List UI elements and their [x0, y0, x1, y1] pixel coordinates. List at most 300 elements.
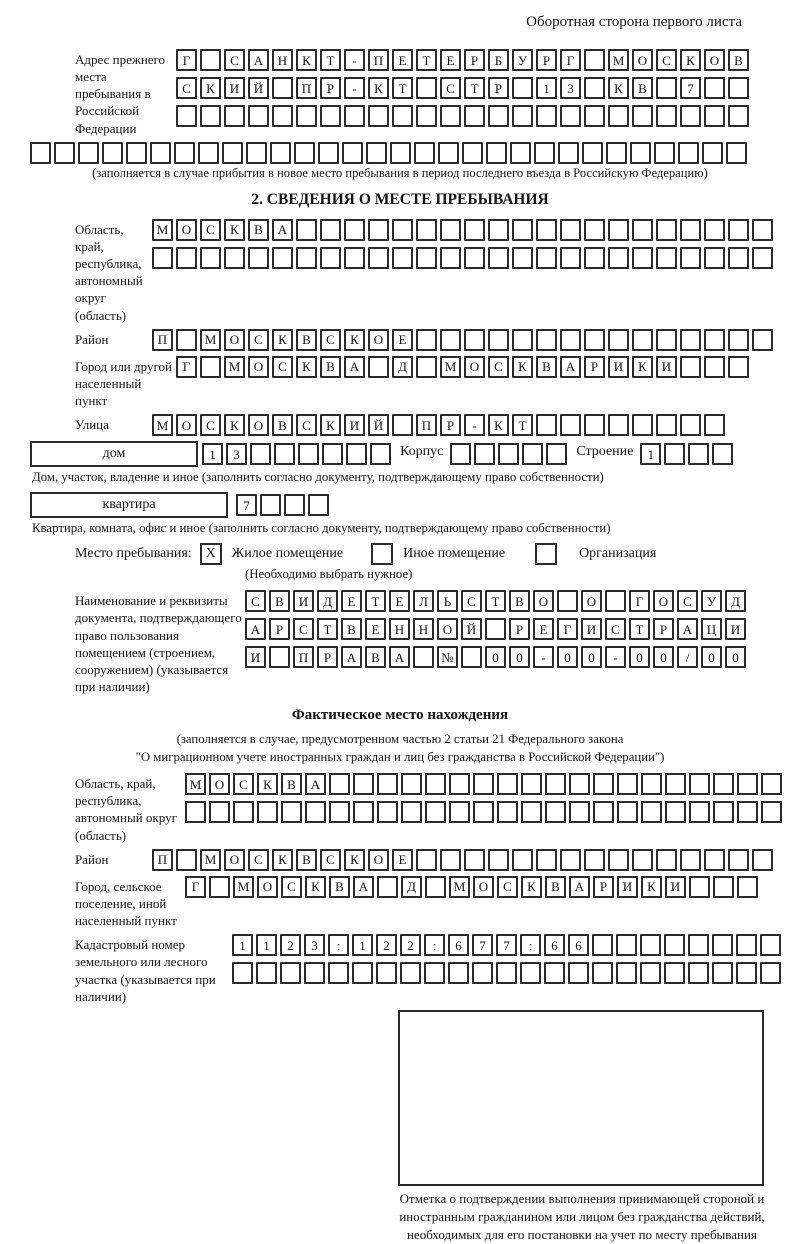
char-cell[interactable] — [449, 801, 470, 823]
char-cell[interactable] — [560, 105, 581, 127]
char-cell[interactable]: И — [293, 590, 314, 612]
char-cell[interactable] — [232, 962, 253, 984]
char-cell[interactable]: И — [617, 876, 638, 898]
char-cell[interactable] — [713, 773, 734, 795]
char-cell[interactable] — [209, 801, 230, 823]
char-cell[interactable] — [424, 962, 445, 984]
char-cell[interactable]: 7 — [236, 494, 257, 516]
char-cell[interactable] — [752, 849, 773, 871]
char-cell[interactable]: Е — [389, 590, 410, 612]
char-cell[interactable] — [473, 773, 494, 795]
char-cell[interactable] — [320, 247, 341, 269]
char-cell[interactable]: Г — [185, 876, 206, 898]
char-cell[interactable] — [680, 849, 701, 871]
char-cell[interactable]: С — [272, 356, 293, 378]
char-cell[interactable] — [416, 105, 437, 127]
char-cell[interactable]: Р — [464, 49, 485, 71]
char-cell[interactable] — [497, 773, 518, 795]
char-cell[interactable] — [250, 443, 271, 465]
char-cell[interactable]: С — [320, 849, 341, 871]
char-cell[interactable]: Г — [176, 356, 197, 378]
char-cell[interactable] — [678, 142, 699, 164]
char-cell[interactable] — [536, 247, 557, 269]
char-cell[interactable]: О — [533, 590, 554, 612]
char-cell[interactable] — [126, 142, 147, 164]
char-cell[interactable] — [401, 801, 422, 823]
char-cell[interactable]: Р — [593, 876, 614, 898]
char-cell[interactable]: А — [245, 618, 266, 640]
char-cell[interactable]: 2 — [280, 934, 301, 956]
char-cell[interactable] — [370, 443, 391, 465]
char-cell[interactable]: 2 — [400, 934, 421, 956]
char-cell[interactable]: 0 — [581, 646, 602, 668]
char-cell[interactable]: 0 — [653, 646, 674, 668]
char-cell[interactable] — [185, 801, 206, 823]
char-cell[interactable] — [608, 105, 629, 127]
kvartira-box[interactable]: квартира — [30, 492, 228, 518]
char-cell[interactable] — [536, 414, 557, 436]
char-cell[interactable] — [584, 414, 605, 436]
char-cell[interactable]: : — [424, 934, 445, 956]
char-cell[interactable] — [392, 247, 413, 269]
char-cell[interactable] — [536, 105, 557, 127]
char-cell[interactable] — [584, 105, 605, 127]
char-cell[interactable]: Г — [560, 49, 581, 71]
char-cell[interactable] — [450, 443, 471, 465]
char-cell[interactable] — [176, 849, 197, 871]
char-cell[interactable] — [545, 773, 566, 795]
char-cell[interactable] — [632, 414, 653, 436]
char-cell[interactable] — [256, 962, 277, 984]
char-cell[interactable] — [632, 329, 653, 351]
char-cell[interactable] — [616, 934, 637, 956]
char-cell[interactable]: Н — [272, 49, 293, 71]
checkbox-inoe[interactable] — [371, 543, 393, 565]
char-cell[interactable]: А — [569, 876, 590, 898]
char-cell[interactable] — [209, 876, 230, 898]
char-cell[interactable]: Т — [485, 590, 506, 612]
char-cell[interactable]: П — [368, 49, 389, 71]
char-cell[interactable] — [222, 142, 243, 164]
char-cell[interactable]: 1 — [256, 934, 277, 956]
char-cell[interactable] — [521, 773, 542, 795]
char-cell[interactable] — [461, 646, 482, 668]
char-cell[interactable]: В — [545, 876, 566, 898]
char-cell[interactable]: С — [200, 219, 221, 241]
char-cell[interactable]: О — [176, 414, 197, 436]
char-cell[interactable] — [352, 962, 373, 984]
char-cell[interactable]: К — [632, 356, 653, 378]
char-cell[interactable] — [464, 329, 485, 351]
char-cell[interactable] — [224, 247, 245, 269]
char-cell[interactable]: П — [152, 849, 173, 871]
char-cell[interactable] — [246, 142, 267, 164]
char-cell[interactable]: С — [497, 876, 518, 898]
char-cell[interactable] — [296, 247, 317, 269]
char-cell[interactable] — [344, 105, 365, 127]
char-cell[interactable]: 0 — [629, 646, 650, 668]
char-cell[interactable] — [688, 934, 709, 956]
char-cell[interactable] — [680, 105, 701, 127]
char-cell[interactable]: О — [224, 329, 245, 351]
char-cell[interactable]: А — [389, 646, 410, 668]
char-cell[interactable] — [617, 773, 638, 795]
char-cell[interactable]: К — [608, 77, 629, 99]
char-cell[interactable]: А — [341, 646, 362, 668]
char-cell[interactable] — [486, 142, 507, 164]
char-cell[interactable]: 6 — [448, 934, 469, 956]
char-cell[interactable]: Т — [512, 414, 533, 436]
char-cell[interactable]: С — [224, 49, 245, 71]
char-cell[interactable] — [592, 962, 613, 984]
char-cell[interactable] — [728, 247, 749, 269]
char-cell[interactable] — [656, 414, 677, 436]
char-cell[interactable]: К — [224, 414, 245, 436]
char-cell[interactable] — [680, 356, 701, 378]
char-cell[interactable] — [176, 247, 197, 269]
char-cell[interactable] — [560, 414, 581, 436]
char-cell[interactable]: К — [257, 773, 278, 795]
char-cell[interactable] — [368, 219, 389, 241]
char-cell[interactable]: И — [344, 414, 365, 436]
char-cell[interactable]: 7 — [680, 77, 701, 99]
char-cell[interactable]: В — [281, 773, 302, 795]
char-cell[interactable]: В — [341, 618, 362, 640]
char-cell[interactable] — [630, 142, 651, 164]
char-cell[interactable] — [200, 247, 221, 269]
char-cell[interactable] — [728, 849, 749, 871]
char-cell[interactable]: К — [224, 219, 245, 241]
char-cell[interactable] — [558, 142, 579, 164]
char-cell[interactable]: С — [176, 77, 197, 99]
char-cell[interactable] — [760, 934, 781, 956]
char-cell[interactable]: А — [560, 356, 581, 378]
char-cell[interactable] — [557, 590, 578, 612]
char-cell[interactable] — [150, 142, 171, 164]
char-cell[interactable] — [368, 105, 389, 127]
char-cell[interactable]: 0 — [725, 646, 746, 668]
char-cell[interactable]: К — [512, 356, 533, 378]
char-cell[interactable] — [472, 962, 493, 984]
char-cell[interactable] — [737, 801, 758, 823]
char-cell[interactable]: К — [641, 876, 662, 898]
char-cell[interactable]: О — [224, 849, 245, 871]
char-cell[interactable] — [280, 962, 301, 984]
char-cell[interactable] — [752, 329, 773, 351]
char-cell[interactable] — [328, 962, 349, 984]
char-cell[interactable]: О — [581, 590, 602, 612]
char-cell[interactable]: 1 — [536, 77, 557, 99]
char-cell[interactable] — [726, 142, 747, 164]
char-cell[interactable] — [390, 142, 411, 164]
char-cell[interactable] — [713, 801, 734, 823]
char-cell[interactable]: Р — [536, 49, 557, 71]
char-cell[interactable]: К — [272, 329, 293, 351]
char-cell[interactable] — [488, 849, 509, 871]
char-cell[interactable] — [344, 219, 365, 241]
char-cell[interactable] — [704, 849, 725, 871]
char-cell[interactable] — [512, 219, 533, 241]
char-cell[interactable] — [608, 247, 629, 269]
char-cell[interactable]: О — [209, 773, 230, 795]
char-cell[interactable]: В — [329, 876, 350, 898]
char-cell[interactable] — [640, 934, 661, 956]
char-cell[interactable]: М — [224, 356, 245, 378]
char-cell[interactable] — [401, 773, 422, 795]
char-cell[interactable]: О — [704, 49, 725, 71]
char-cell[interactable]: Т — [320, 49, 341, 71]
char-cell[interactable] — [608, 849, 629, 871]
char-cell[interactable]: Й — [248, 77, 269, 99]
char-cell[interactable] — [656, 219, 677, 241]
char-cell[interactable] — [54, 142, 75, 164]
char-cell[interactable] — [257, 801, 278, 823]
char-cell[interactable]: Р — [269, 618, 290, 640]
char-cell[interactable] — [440, 105, 461, 127]
char-cell[interactable]: Ц — [701, 618, 722, 640]
char-cell[interactable] — [464, 247, 485, 269]
char-cell[interactable] — [656, 329, 677, 351]
char-cell[interactable] — [736, 934, 757, 956]
char-cell[interactable] — [368, 247, 389, 269]
char-cell[interactable] — [689, 801, 710, 823]
char-cell[interactable]: С — [248, 849, 269, 871]
char-cell[interactable] — [392, 414, 413, 436]
char-cell[interactable]: / — [677, 646, 698, 668]
char-cell[interactable] — [569, 773, 590, 795]
char-cell[interactable] — [346, 443, 367, 465]
char-cell[interactable] — [512, 77, 533, 99]
char-cell[interactable] — [416, 219, 437, 241]
char-cell[interactable]: С — [281, 876, 302, 898]
char-cell[interactable]: И — [608, 356, 629, 378]
char-cell[interactable]: И — [581, 618, 602, 640]
char-cell[interactable] — [322, 443, 343, 465]
char-cell[interactable] — [680, 414, 701, 436]
char-cell[interactable]: К — [368, 77, 389, 99]
char-cell[interactable]: А — [344, 356, 365, 378]
stamp-box[interactable] — [398, 1010, 764, 1186]
char-cell[interactable] — [198, 142, 219, 164]
char-cell[interactable] — [102, 142, 123, 164]
char-cell[interactable]: Е — [440, 49, 461, 71]
char-cell[interactable]: - — [464, 414, 485, 436]
char-cell[interactable] — [761, 773, 782, 795]
char-cell[interactable] — [702, 142, 723, 164]
char-cell[interactable] — [272, 77, 293, 99]
char-cell[interactable]: 7 — [472, 934, 493, 956]
char-cell[interactable] — [320, 219, 341, 241]
char-cell[interactable] — [342, 142, 363, 164]
char-cell[interactable]: С — [488, 356, 509, 378]
char-cell[interactable] — [680, 329, 701, 351]
char-cell[interactable] — [712, 962, 733, 984]
char-cell[interactable] — [416, 356, 437, 378]
char-cell[interactable] — [584, 49, 605, 71]
char-cell[interactable]: К — [344, 849, 365, 871]
char-cell[interactable] — [664, 934, 685, 956]
char-cell[interactable] — [641, 801, 662, 823]
char-cell[interactable]: О — [632, 49, 653, 71]
char-cell[interactable]: О — [437, 618, 458, 640]
char-cell[interactable] — [498, 443, 519, 465]
char-cell[interactable]: Т — [416, 49, 437, 71]
char-cell[interactable] — [512, 247, 533, 269]
char-cell[interactable] — [752, 247, 773, 269]
char-cell[interactable] — [438, 142, 459, 164]
char-cell[interactable] — [200, 356, 221, 378]
char-cell[interactable]: У — [701, 590, 722, 612]
char-cell[interactable] — [512, 105, 533, 127]
char-cell[interactable]: П — [296, 77, 317, 99]
char-cell[interactable] — [176, 329, 197, 351]
char-cell[interactable] — [473, 801, 494, 823]
char-cell[interactable] — [281, 801, 302, 823]
char-cell[interactable] — [296, 219, 317, 241]
char-cell[interactable] — [545, 801, 566, 823]
char-cell[interactable]: Е — [533, 618, 554, 640]
char-cell[interactable]: № — [437, 646, 458, 668]
char-cell[interactable]: Д — [317, 590, 338, 612]
char-cell[interactable] — [413, 646, 434, 668]
char-cell[interactable] — [680, 247, 701, 269]
char-cell[interactable] — [664, 962, 685, 984]
char-cell[interactable]: : — [520, 934, 541, 956]
char-cell[interactable]: М — [449, 876, 470, 898]
char-cell[interactable]: В — [296, 329, 317, 351]
char-cell[interactable] — [606, 142, 627, 164]
char-cell[interactable] — [320, 105, 341, 127]
char-cell[interactable]: М — [200, 329, 221, 351]
char-cell[interactable]: 6 — [568, 934, 589, 956]
char-cell[interactable]: Р — [653, 618, 674, 640]
char-cell[interactable] — [736, 962, 757, 984]
char-cell[interactable] — [270, 142, 291, 164]
char-cell[interactable]: К — [200, 77, 221, 99]
char-cell[interactable] — [584, 77, 605, 99]
char-cell[interactable]: Ь — [437, 590, 458, 612]
char-cell[interactable]: 0 — [701, 646, 722, 668]
char-cell[interactable] — [640, 962, 661, 984]
char-cell[interactable] — [608, 414, 629, 436]
char-cell[interactable]: А — [353, 876, 374, 898]
char-cell[interactable] — [440, 247, 461, 269]
char-cell[interactable] — [689, 773, 710, 795]
char-cell[interactable]: В — [272, 414, 293, 436]
char-cell[interactable] — [377, 773, 398, 795]
char-cell[interactable] — [704, 105, 725, 127]
char-cell[interactable]: В — [509, 590, 530, 612]
char-cell[interactable]: Д — [725, 590, 746, 612]
char-cell[interactable]: Н — [413, 618, 434, 640]
char-cell[interactable] — [665, 801, 686, 823]
char-cell[interactable]: Н — [389, 618, 410, 640]
char-cell[interactable]: Е — [392, 849, 413, 871]
char-cell[interactable]: М — [152, 414, 173, 436]
char-cell[interactable] — [584, 329, 605, 351]
char-cell[interactable] — [224, 105, 245, 127]
char-cell[interactable] — [464, 219, 485, 241]
char-cell[interactable]: А — [272, 219, 293, 241]
char-cell[interactable]: Е — [392, 49, 413, 71]
char-cell[interactable]: М — [200, 849, 221, 871]
char-cell[interactable] — [274, 443, 295, 465]
char-cell[interactable]: П — [293, 646, 314, 668]
char-cell[interactable] — [376, 962, 397, 984]
char-cell[interactable] — [632, 219, 653, 241]
char-cell[interactable] — [704, 329, 725, 351]
char-cell[interactable] — [488, 329, 509, 351]
char-cell[interactable] — [608, 329, 629, 351]
char-cell[interactable]: 3 — [560, 77, 581, 99]
char-cell[interactable] — [728, 356, 749, 378]
char-cell[interactable] — [688, 443, 709, 465]
char-cell[interactable]: И — [656, 356, 677, 378]
char-cell[interactable] — [200, 105, 221, 127]
char-cell[interactable]: О — [368, 849, 389, 871]
checkbox-org[interactable] — [535, 543, 557, 565]
char-cell[interactable]: 3 — [226, 443, 247, 465]
char-cell[interactable] — [689, 876, 710, 898]
dom-box[interactable]: дом — [30, 441, 198, 467]
char-cell[interactable]: 0 — [557, 646, 578, 668]
char-cell[interactable] — [377, 876, 398, 898]
char-cell[interactable]: С — [296, 414, 317, 436]
char-cell[interactable] — [485, 618, 506, 640]
char-cell[interactable] — [656, 77, 677, 99]
char-cell[interactable]: П — [416, 414, 437, 436]
char-cell[interactable]: 1 — [640, 443, 661, 465]
char-cell[interactable] — [728, 105, 749, 127]
char-cell[interactable]: С — [440, 77, 461, 99]
char-cell[interactable]: 2 — [376, 934, 397, 956]
char-cell[interactable]: К — [296, 49, 317, 71]
char-cell[interactable]: Й — [368, 414, 389, 436]
char-cell[interactable]: С — [320, 329, 341, 351]
char-cell[interactable]: Б — [488, 49, 509, 71]
char-cell[interactable] — [584, 247, 605, 269]
char-cell[interactable]: Д — [401, 876, 422, 898]
char-cell[interactable] — [712, 443, 733, 465]
char-cell[interactable]: С — [200, 414, 221, 436]
char-cell[interactable] — [353, 773, 374, 795]
char-cell[interactable] — [608, 219, 629, 241]
char-cell[interactable] — [200, 49, 221, 71]
char-cell[interactable]: О — [248, 414, 269, 436]
char-cell[interactable]: А — [677, 618, 698, 640]
char-cell[interactable] — [416, 849, 437, 871]
char-cell[interactable] — [248, 247, 269, 269]
char-cell[interactable]: Р — [584, 356, 605, 378]
char-cell[interactable]: Г — [557, 618, 578, 640]
char-cell[interactable] — [656, 849, 677, 871]
char-cell[interactable]: 1 — [352, 934, 373, 956]
char-cell[interactable]: 0 — [485, 646, 506, 668]
char-cell[interactable] — [728, 329, 749, 351]
char-cell[interactable] — [488, 219, 509, 241]
char-cell[interactable] — [568, 962, 589, 984]
char-cell[interactable] — [416, 329, 437, 351]
char-cell[interactable]: В — [365, 646, 386, 668]
char-cell[interactable] — [656, 105, 677, 127]
char-cell[interactable] — [713, 876, 734, 898]
char-cell[interactable] — [593, 801, 614, 823]
char-cell[interactable]: О — [257, 876, 278, 898]
char-cell[interactable]: Д — [392, 356, 413, 378]
char-cell[interactable] — [632, 105, 653, 127]
char-cell[interactable] — [761, 801, 782, 823]
char-cell[interactable] — [329, 801, 350, 823]
